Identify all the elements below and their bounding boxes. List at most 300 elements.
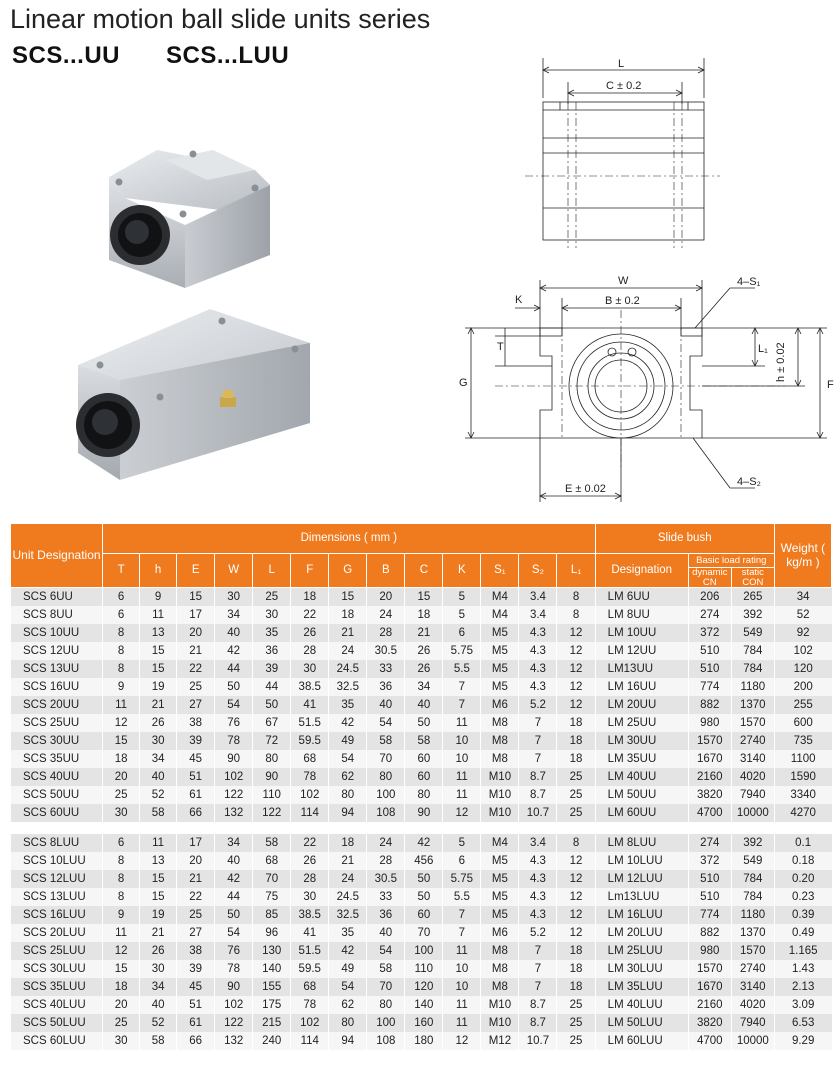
table-cell: 13 [140, 624, 177, 642]
unit-designation-header: Unit Designation [11, 524, 103, 588]
table-cell: 58 [253, 834, 291, 852]
table-cell: 45 [177, 750, 215, 768]
table-cell: 4270 [774, 804, 831, 822]
table-cell: 7 [443, 678, 481, 696]
table-cell: 49 [329, 732, 367, 750]
table-cell: 2740 [731, 732, 774, 750]
table-cell: 12 [443, 804, 481, 822]
table-cell: 42 [215, 870, 253, 888]
table-row [11, 924, 832, 942]
table-cell: 28 [291, 642, 329, 660]
table-row [11, 786, 832, 804]
table-cell: 39 [253, 660, 291, 678]
bush-designation-cell: LM 12LUU [595, 870, 688, 888]
table-cell: 6 [103, 588, 140, 606]
table-cell: 6.53 [774, 1014, 831, 1032]
table-cell: 54 [215, 696, 253, 714]
table-row [11, 1032, 832, 1050]
weight-header: Weight ( kg/m ) [774, 524, 831, 588]
table-cell: 9 [103, 906, 140, 924]
table-cell: 132 [215, 804, 253, 822]
table-cell: 7940 [731, 786, 774, 804]
table-row [11, 852, 832, 870]
table-cell: M5 [481, 660, 519, 678]
front-view-drawing [455, 270, 835, 505]
table-cell: 80 [329, 786, 367, 804]
subtitle-luu: SCS...LUU [166, 42, 290, 69]
table-cell: M4 [481, 588, 519, 606]
dimension-label-s1: 4–S₁ [737, 276, 761, 288]
unit-designation-cell: SCS 40LUU [11, 996, 103, 1014]
table-row [11, 714, 832, 732]
table-cell: 70 [405, 924, 443, 942]
table-cell: 50 [405, 888, 443, 906]
table-cell: 6 [443, 852, 481, 870]
table-row [11, 834, 832, 852]
table-cell: 882 [688, 924, 731, 942]
table-cell: 10 [443, 960, 481, 978]
dimension-label-b: B ± 0.2 [605, 295, 640, 307]
table-cell: 25 [103, 786, 140, 804]
table-cell: 11 [443, 942, 481, 960]
table-cell: 2160 [688, 768, 731, 786]
table-row [11, 942, 832, 960]
table-cell: 3.09 [774, 996, 831, 1014]
table-cell: 36 [367, 678, 405, 696]
table-cell: 4.3 [519, 678, 557, 696]
bush-designation-cell: LM13UU [595, 660, 688, 678]
table-cell: 39 [177, 732, 215, 750]
table-cell: 7 [443, 906, 481, 924]
table-cell: 70 [253, 870, 291, 888]
table-row [11, 996, 832, 1014]
table-cell: 265 [731, 588, 774, 606]
unit-designation-cell: SCS 35UU [11, 750, 103, 768]
table-cell: 26 [405, 642, 443, 660]
table-row [11, 588, 832, 606]
table-cell: 180 [405, 1032, 443, 1050]
table-cell: 33 [367, 660, 405, 678]
dimension-label-w: W [618, 275, 629, 287]
table-cell: 240 [253, 1032, 291, 1050]
table-cell: 3820 [688, 1014, 731, 1032]
table-cell: 28 [367, 624, 405, 642]
table-cell: 12 [557, 870, 595, 888]
table-cell: M8 [481, 960, 519, 978]
table-cell: 108 [367, 1032, 405, 1050]
table-cell: 114 [291, 1032, 329, 1050]
bush-designation-cell: LM 12UU [595, 642, 688, 660]
table-cell: 5.2 [519, 924, 557, 942]
table-cell: 1180 [731, 906, 774, 924]
table-cell: 36 [367, 906, 405, 924]
table-cell: M4 [481, 834, 519, 852]
table-row [11, 750, 832, 768]
table-cell: 21 [405, 624, 443, 642]
table-cell: M12 [481, 1032, 519, 1050]
table-cell: 102 [215, 768, 253, 786]
table-cell: 50 [405, 714, 443, 732]
dim-col-f: F [291, 554, 329, 588]
table-cell: 3820 [688, 786, 731, 804]
table-cell: 18 [329, 834, 367, 852]
dim-col-b: B [367, 554, 405, 588]
table-cell: 200 [774, 678, 831, 696]
table-cell: 155 [253, 978, 291, 996]
dim-col-t: T [103, 554, 140, 588]
table-cell: 34 [140, 750, 177, 768]
table-cell: 8.7 [519, 1014, 557, 1032]
table-row [11, 960, 832, 978]
dim-col-e: E [177, 554, 215, 588]
table-cell: 100 [367, 1014, 405, 1032]
table-cell: 12 [557, 906, 595, 924]
bush-designation-cell: LM 16LUU [595, 906, 688, 924]
unit-designation-cell: SCS 16LUU [11, 906, 103, 924]
dimensions-header: Dimensions ( mm ) [103, 524, 596, 554]
table-cell: 22 [291, 834, 329, 852]
dimension-label-g: G [459, 377, 468, 389]
table-cell: 42 [405, 834, 443, 852]
table-cell: 15 [405, 588, 443, 606]
unit-designation-cell: SCS 60UU [11, 804, 103, 822]
table-cell: 26 [405, 660, 443, 678]
table-cell: 18 [291, 588, 329, 606]
table-row [11, 870, 832, 888]
table-cell: 102 [291, 1014, 329, 1032]
table-cell: 15 [329, 588, 367, 606]
table-cell: 600 [774, 714, 831, 732]
table-cell: 50 [405, 870, 443, 888]
table-cell: 78 [215, 732, 253, 750]
table-cell: 62 [329, 996, 367, 1014]
table-cell: 2.13 [774, 978, 831, 996]
table-cell: 12 [557, 888, 595, 906]
table-cell: 510 [688, 888, 731, 906]
table-cell: 1590 [774, 768, 831, 786]
table-cell: 4.3 [519, 660, 557, 678]
table-cell: 18 [557, 714, 595, 732]
table-cell: 4.3 [519, 906, 557, 924]
table-cell: 30 [253, 606, 291, 624]
table-cell: 52 [140, 786, 177, 804]
table-cell: 114 [291, 804, 329, 822]
table-cell: 8 [103, 642, 140, 660]
table-cell: 1570 [688, 732, 731, 750]
table-cell: 30 [140, 960, 177, 978]
subtitle-uu: SCS...UU [12, 42, 121, 69]
table-cell: 4020 [731, 996, 774, 1014]
table-cell: 66 [177, 804, 215, 822]
table-cell: 12 [557, 624, 595, 642]
table-cell: 10 [443, 732, 481, 750]
table-cell: 36 [253, 642, 291, 660]
table-cell: 25 [557, 768, 595, 786]
unit-designation-cell: SCS 12UU [11, 642, 103, 660]
table-cell: 76 [215, 942, 253, 960]
table-cell: 19 [140, 678, 177, 696]
table-cell: 27 [177, 924, 215, 942]
table-cell: 5.75 [443, 642, 481, 660]
table-cell: 20 [177, 852, 215, 870]
table-cell: 52 [140, 1014, 177, 1032]
table-cell: 66 [177, 1032, 215, 1050]
table-cell: M8 [481, 714, 519, 732]
bush-designation-cell: LM 8LUU [595, 834, 688, 852]
table-cell: 20 [367, 588, 405, 606]
table-cell: 7940 [731, 1014, 774, 1032]
bush-designation-cell: LM 30UU [595, 732, 688, 750]
table-cell: 120 [405, 978, 443, 996]
table-cell: 18 [103, 978, 140, 996]
table-cell: 18 [557, 732, 595, 750]
table-cell: 9 [103, 678, 140, 696]
bush-designation-cell: LM 50UU [595, 786, 688, 804]
table-cell: 8 [557, 588, 595, 606]
table-cell: 11 [443, 714, 481, 732]
table-cell: 0.20 [774, 870, 831, 888]
table-cell: 68 [253, 852, 291, 870]
table-row [11, 606, 832, 624]
table-cell: 1570 [688, 960, 731, 978]
table-cell: 12 [557, 852, 595, 870]
table-cell: M8 [481, 732, 519, 750]
table-cell: 4.3 [519, 642, 557, 660]
table-row [11, 696, 832, 714]
table-cell: 68 [291, 750, 329, 768]
table-cell: 20 [177, 624, 215, 642]
bush-designation-cell: LM 40UU [595, 768, 688, 786]
unit-designation-cell: SCS 8LUU [11, 834, 103, 852]
table-cell: 175 [253, 996, 291, 1014]
table-cell: 7 [443, 696, 481, 714]
table-cell: 392 [731, 834, 774, 852]
table-cell: 54 [215, 924, 253, 942]
table-cell: M10 [481, 1014, 519, 1032]
table-cell: 1.43 [774, 960, 831, 978]
table-cell: M4 [481, 606, 519, 624]
table-cell: 51 [177, 996, 215, 1014]
table-cell: 510 [688, 642, 731, 660]
table-cell: 108 [367, 804, 405, 822]
table-cell: 8 [103, 870, 140, 888]
specification-table [10, 523, 832, 1050]
table-cell: 110 [405, 960, 443, 978]
table-cell: 60 [405, 750, 443, 768]
table-cell: 27 [177, 696, 215, 714]
table-row [11, 678, 832, 696]
table-row [11, 888, 832, 906]
bush-designation-cell: LM 60UU [595, 804, 688, 822]
table-cell: 11 [443, 996, 481, 1014]
unit-designation-cell: SCS 30UU [11, 732, 103, 750]
table-cell: 980 [688, 714, 731, 732]
bush-designation-cell: LM 50LUU [595, 1014, 688, 1032]
table-cell: 33 [367, 888, 405, 906]
table-cell: 67 [253, 714, 291, 732]
table-cell: 8 [103, 660, 140, 678]
table-cell: 1180 [731, 678, 774, 696]
table-cell: 21 [140, 924, 177, 942]
table-cell: 4700 [688, 1032, 731, 1050]
table-cell: 8.7 [519, 768, 557, 786]
static-con-header: static CON [731, 568, 774, 588]
table-cell: 24.5 [329, 660, 367, 678]
table-cell: 0.23 [774, 888, 831, 906]
table-cell: 122 [215, 1014, 253, 1032]
table-cell: 34 [774, 588, 831, 606]
table-cell: 26 [291, 624, 329, 642]
bush-designation-cell: LM 25UU [595, 714, 688, 732]
table-cell: 18 [405, 606, 443, 624]
bush-designation-cell: LM 30LUU [595, 960, 688, 978]
table-cell: 8 [103, 888, 140, 906]
dimension-label-t: T [497, 341, 504, 353]
table-cell: 45 [177, 978, 215, 996]
table-cell: 4700 [688, 804, 731, 822]
short-slide-unit-photo [95, 140, 280, 295]
table-cell: 24 [329, 642, 367, 660]
table-cell: 122 [215, 786, 253, 804]
table-cell: 215 [253, 1014, 291, 1032]
table-cell: 59.5 [291, 732, 329, 750]
table-row [11, 978, 832, 996]
table-cell: 774 [688, 906, 731, 924]
table-cell: 4.3 [519, 624, 557, 642]
bush-designation-cell: LM 10LUU [595, 852, 688, 870]
table-cell: 25 [557, 996, 595, 1014]
bush-designation-cell: Lm13LUU [595, 888, 688, 906]
table-cell: 8.7 [519, 996, 557, 1014]
table-cell: 17 [177, 834, 215, 852]
table-cell: 20 [103, 996, 140, 1014]
table-cell: 4.3 [519, 888, 557, 906]
table-cell: 21 [177, 642, 215, 660]
table-cell: 32.5 [329, 678, 367, 696]
table-cell: 72 [253, 732, 291, 750]
dim-col-w: W [215, 554, 253, 588]
table-cell: 11 [103, 924, 140, 942]
dimension-label-s2: 4–S₂ [737, 476, 761, 488]
table-cell: 15 [103, 732, 140, 750]
table-cell: 80 [405, 786, 443, 804]
table-cell: 80 [367, 768, 405, 786]
table-cell: 50 [215, 906, 253, 924]
table-cell: 44 [215, 660, 253, 678]
table-cell: 35 [329, 696, 367, 714]
table-cell: M6 [481, 924, 519, 942]
table-cell: 8 [557, 834, 595, 852]
unit-designation-cell: SCS 25LUU [11, 942, 103, 960]
table-cell: M10 [481, 786, 519, 804]
table-cell: 78 [291, 768, 329, 786]
table-cell: 274 [688, 606, 731, 624]
table-cell: 10 [443, 750, 481, 768]
table-cell: 41 [291, 924, 329, 942]
table-cell: 34 [215, 606, 253, 624]
unit-designation-cell: SCS 8UU [11, 606, 103, 624]
table-cell: 0.49 [774, 924, 831, 942]
table-cell: 40 [140, 996, 177, 1014]
table-cell: 1570 [731, 942, 774, 960]
table-cell: 12 [443, 1032, 481, 1050]
bush-designation-cell: LM 25LUU [595, 942, 688, 960]
dim-col-c: C [405, 554, 443, 588]
table-cell: 40 [367, 696, 405, 714]
dim-col-s1: S₁ [481, 554, 519, 588]
table-cell: 42 [329, 942, 367, 960]
table-cell: 0.39 [774, 906, 831, 924]
table-cell: 30 [103, 804, 140, 822]
table-cell: 34 [140, 978, 177, 996]
table-cell: 38 [177, 714, 215, 732]
unit-designation-cell: SCS 50UU [11, 786, 103, 804]
unit-designation-cell: SCS 40UU [11, 768, 103, 786]
unit-designation-cell: SCS 16UU [11, 678, 103, 696]
table-cell: 28 [291, 870, 329, 888]
table-cell: 40 [140, 768, 177, 786]
table-cell: 70 [367, 750, 405, 768]
table-cell: 85 [253, 906, 291, 924]
table-cell: M10 [481, 768, 519, 786]
table-cell: 30 [140, 732, 177, 750]
table-cell: 80 [367, 996, 405, 1014]
table-cell: 102 [291, 786, 329, 804]
table-cell: 25 [103, 1014, 140, 1032]
table-cell: 8 [103, 852, 140, 870]
table-cell: 90 [215, 978, 253, 996]
table-cell: 25 [557, 1032, 595, 1050]
dimension-label-f: F [827, 379, 834, 391]
table-cell: 39 [177, 960, 215, 978]
table-cell: 54 [367, 942, 405, 960]
table-cell: 140 [405, 996, 443, 1014]
table-cell: 6 [103, 834, 140, 852]
table-section-gap [11, 822, 832, 834]
table-cell: M5 [481, 906, 519, 924]
table-cell: 58 [405, 732, 443, 750]
table-cell: 784 [731, 870, 774, 888]
table-cell: 510 [688, 870, 731, 888]
table-cell: 22 [291, 606, 329, 624]
table-cell: 7 [443, 924, 481, 942]
table-row [11, 624, 832, 642]
dim-col-g: G [329, 554, 367, 588]
table-cell: 7 [519, 714, 557, 732]
table-cell: 42 [329, 714, 367, 732]
table-cell: 18 [329, 606, 367, 624]
table-cell: 22 [177, 660, 215, 678]
dynamic-cn-header: dynamic CN [688, 568, 731, 588]
unit-designation-cell: SCS 10LUU [11, 852, 103, 870]
bush-designation-cell: LM 35UU [595, 750, 688, 768]
table-cell: 110 [253, 786, 291, 804]
long-slide-unit-photo [70, 305, 320, 480]
table-cell: 24 [367, 834, 405, 852]
bush-designation-cell: LM 35LUU [595, 978, 688, 996]
table-cell: 30 [215, 588, 253, 606]
table-cell: M8 [481, 978, 519, 996]
table-cell: 1.165 [774, 942, 831, 960]
table-cell: 11 [140, 606, 177, 624]
table-cell: 0.18 [774, 852, 831, 870]
table-cell: 3.4 [519, 834, 557, 852]
table-cell: 12 [557, 660, 595, 678]
table-cell: 9.29 [774, 1032, 831, 1050]
table-cell: 40 [367, 924, 405, 942]
unit-designation-cell: SCS 50LUU [11, 1014, 103, 1032]
table-cell: 2740 [731, 960, 774, 978]
